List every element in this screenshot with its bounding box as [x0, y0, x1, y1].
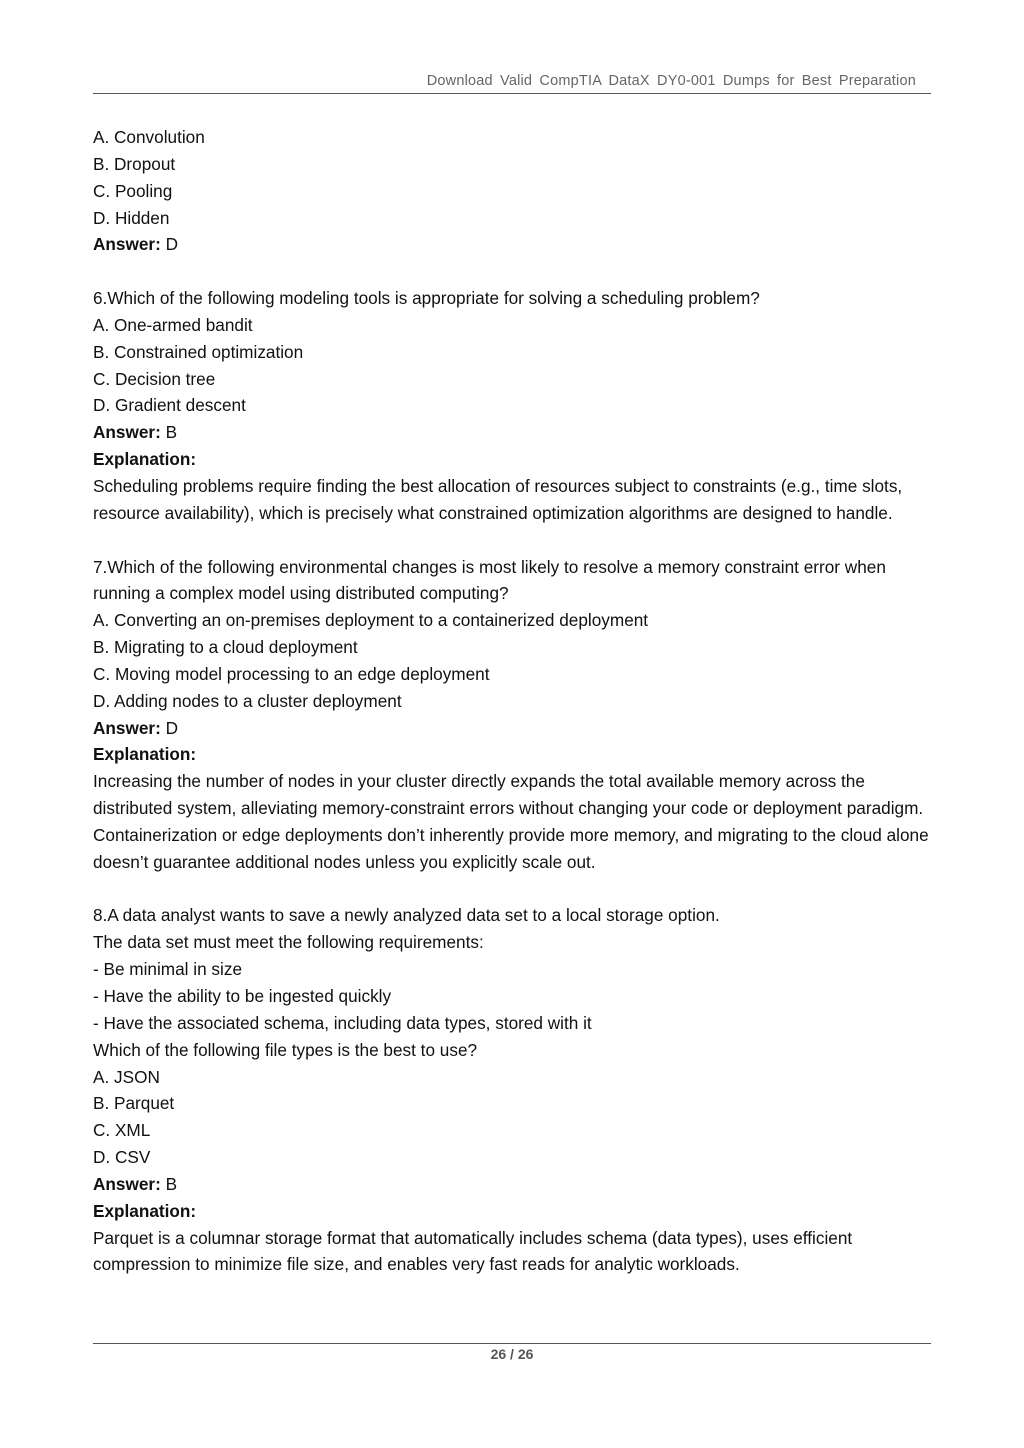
explanation-label: Explanation:: [93, 1200, 197, 1221]
document-body: [93, 124, 931, 1278]
explanation-label: Explanation:: [93, 449, 197, 470]
question-6: 6.Which of the following modeling tools is appropriate for solving a scheduling problem?: [93, 288, 760, 309]
option-a: A. Convolution: [93, 127, 205, 147]
spacer: [93, 527, 931, 554]
answer-line: [93, 1171, 931, 1198]
option-b: B. Constrained optimization: [93, 341, 304, 362]
answer-value: D: [160, 234, 178, 255]
footer-divider: [93, 1343, 931, 1344]
answer-label: Answer:: [93, 1173, 161, 1194]
option-c: C. XML: [93, 1120, 151, 1141]
option-d: D. Hidden: [93, 207, 170, 228]
answer-label: Answer:: [93, 717, 161, 738]
explanation-text: Parquet is a columnar storage format that automatically includes schema (data types), uses efficient compression to minimize file size, and enables very fast reads for analytic workloads.: [93, 1227, 853, 1275]
option-a: A. JSON: [93, 1066, 160, 1087]
option-b: B. Parquet: [93, 1093, 175, 1114]
answer-label: Answer:: [93, 234, 161, 255]
option-a: A. One-armed bandit: [93, 314, 253, 335]
explanation-label: Explanation:: [93, 744, 197, 765]
requirements-intro: The data set must meet the following requirements:: [93, 932, 484, 953]
option-b: B. Migrating to a cloud deployment: [93, 637, 358, 658]
answer-line: [93, 419, 931, 446]
option-c: C. Pooling: [93, 180, 173, 201]
header-divider: [93, 93, 931, 94]
option-a: A. Converting an on-premises deployment to a containerized deployment: [93, 610, 649, 631]
requirement-item: - Have the associated schema, including data types, stored with it: [93, 1012, 592, 1033]
option-d: D. Gradient descent: [93, 395, 246, 416]
answer-line: [93, 231, 931, 258]
explanation-text: Increasing the number of nodes in your cluster directly expands the total available memory across the distributed system, alleviating memory-constraint errors without changing your code or deployment paradigm. Containerization or edge deployments don’t inherently provide more memory, and migrating to the cloud alone doesn’t guarantee additional nodes unless you explicitly scale out.: [93, 771, 929, 872]
requirement-item: - Have the ability to be ingested quickly: [93, 986, 392, 1006]
spacer: [93, 258, 931, 285]
answer-value: D: [160, 717, 178, 738]
answer-value: B: [160, 422, 178, 443]
question-7: 7.Which of the following environmental changes is most likely to resolve a memory constraint error when running a complex model using distributed computing?: [93, 556, 886, 604]
answer-value: B: [160, 1173, 178, 1194]
option-d: D. CSV: [93, 1147, 151, 1168]
option-c: C. Decision tree: [93, 368, 216, 389]
answer-label: Answer:: [93, 422, 161, 443]
option-d: D. Adding nodes to a cluster deployment: [93, 690, 402, 711]
option-c: C. Moving model processing to an edge deployment: [93, 663, 490, 684]
answer-line: [93, 715, 931, 742]
question-prompt: Which of the following file types is the best to use?: [93, 1039, 478, 1060]
spacer: [93, 876, 931, 903]
page-header-title: Download Valid CompTIA DataX DY0-001 Dumps for Best Preparation: [426, 73, 916, 89]
question-8: 8.A data analyst wants to save a newly analyzed data set to a local storage option.: [93, 905, 720, 926]
explanation-text: Scheduling problems require finding the best allocation of resources subject to constraints (e.g., time slots, resource availability), which is precisely what constrained optimization algorithms are designed to handle.: [93, 475, 903, 523]
option-b: B. Dropout: [93, 153, 176, 174]
page-number: 26 / 26: [490, 1346, 534, 1362]
requirement-item: - Be minimal in size: [93, 959, 242, 980]
